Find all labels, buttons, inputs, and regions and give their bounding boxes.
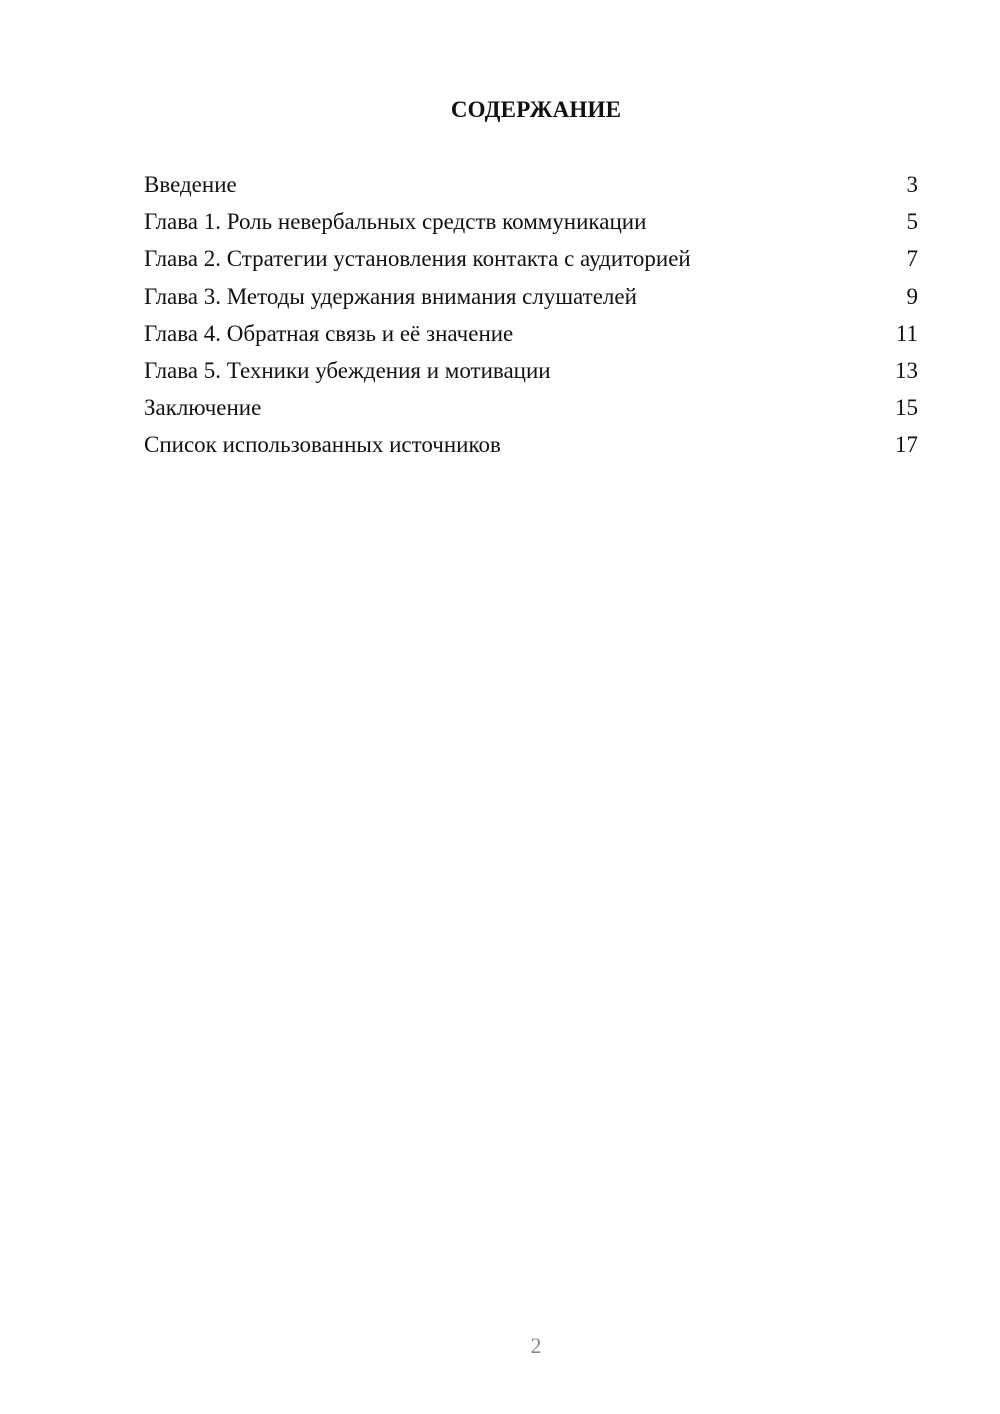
page-number: 2 xyxy=(530,1333,542,1358)
toc-entry-introduction xyxy=(144,168,918,205)
toc-entry-label: Глава 5. Техники убеждения и мотивации xyxy=(144,357,551,383)
toc-entry-chapter-4 xyxy=(144,317,918,354)
toc-entry-page: 13 xyxy=(895,357,918,383)
page-title: СОДЕРЖАНИЕ xyxy=(450,97,622,122)
toc-entry-page: 5 xyxy=(906,209,918,235)
toc-entry-label: Список использованных источников xyxy=(144,432,501,458)
toc-entry-chapter-3 xyxy=(144,280,918,317)
toc-entry-page: 9 xyxy=(906,283,918,309)
toc-entry-label: Глава 3. Методы удержания внимания слушателей xyxy=(144,283,637,309)
toc-entry-page: 17 xyxy=(895,432,918,458)
table-of-contents xyxy=(144,168,918,466)
toc-entry-references xyxy=(144,428,918,465)
toc-entry-chapter-2 xyxy=(144,242,918,279)
toc-entry-page: 7 xyxy=(906,246,918,272)
toc-entry-label: Глава 4. Обратная связь и её значение xyxy=(144,320,514,346)
toc-entry-page: 15 xyxy=(895,395,918,421)
toc-entry-label: Глава 2. Стратегии установления контакта с аудиторией xyxy=(144,246,691,272)
toc-entry-conclusion xyxy=(144,391,918,428)
toc-entry-label: Заключение xyxy=(144,395,262,421)
toc-entry-chapter-1 xyxy=(144,205,918,242)
toc-entry-chapter-5 xyxy=(144,354,918,391)
toc-entry-label: Глава 1. Роль невербальных средств коммуникации xyxy=(144,209,647,235)
toc-entry-page: 3 xyxy=(906,172,918,197)
toc-entry-page: 11 xyxy=(895,320,918,346)
toc-entry-label: Введение xyxy=(144,172,237,197)
